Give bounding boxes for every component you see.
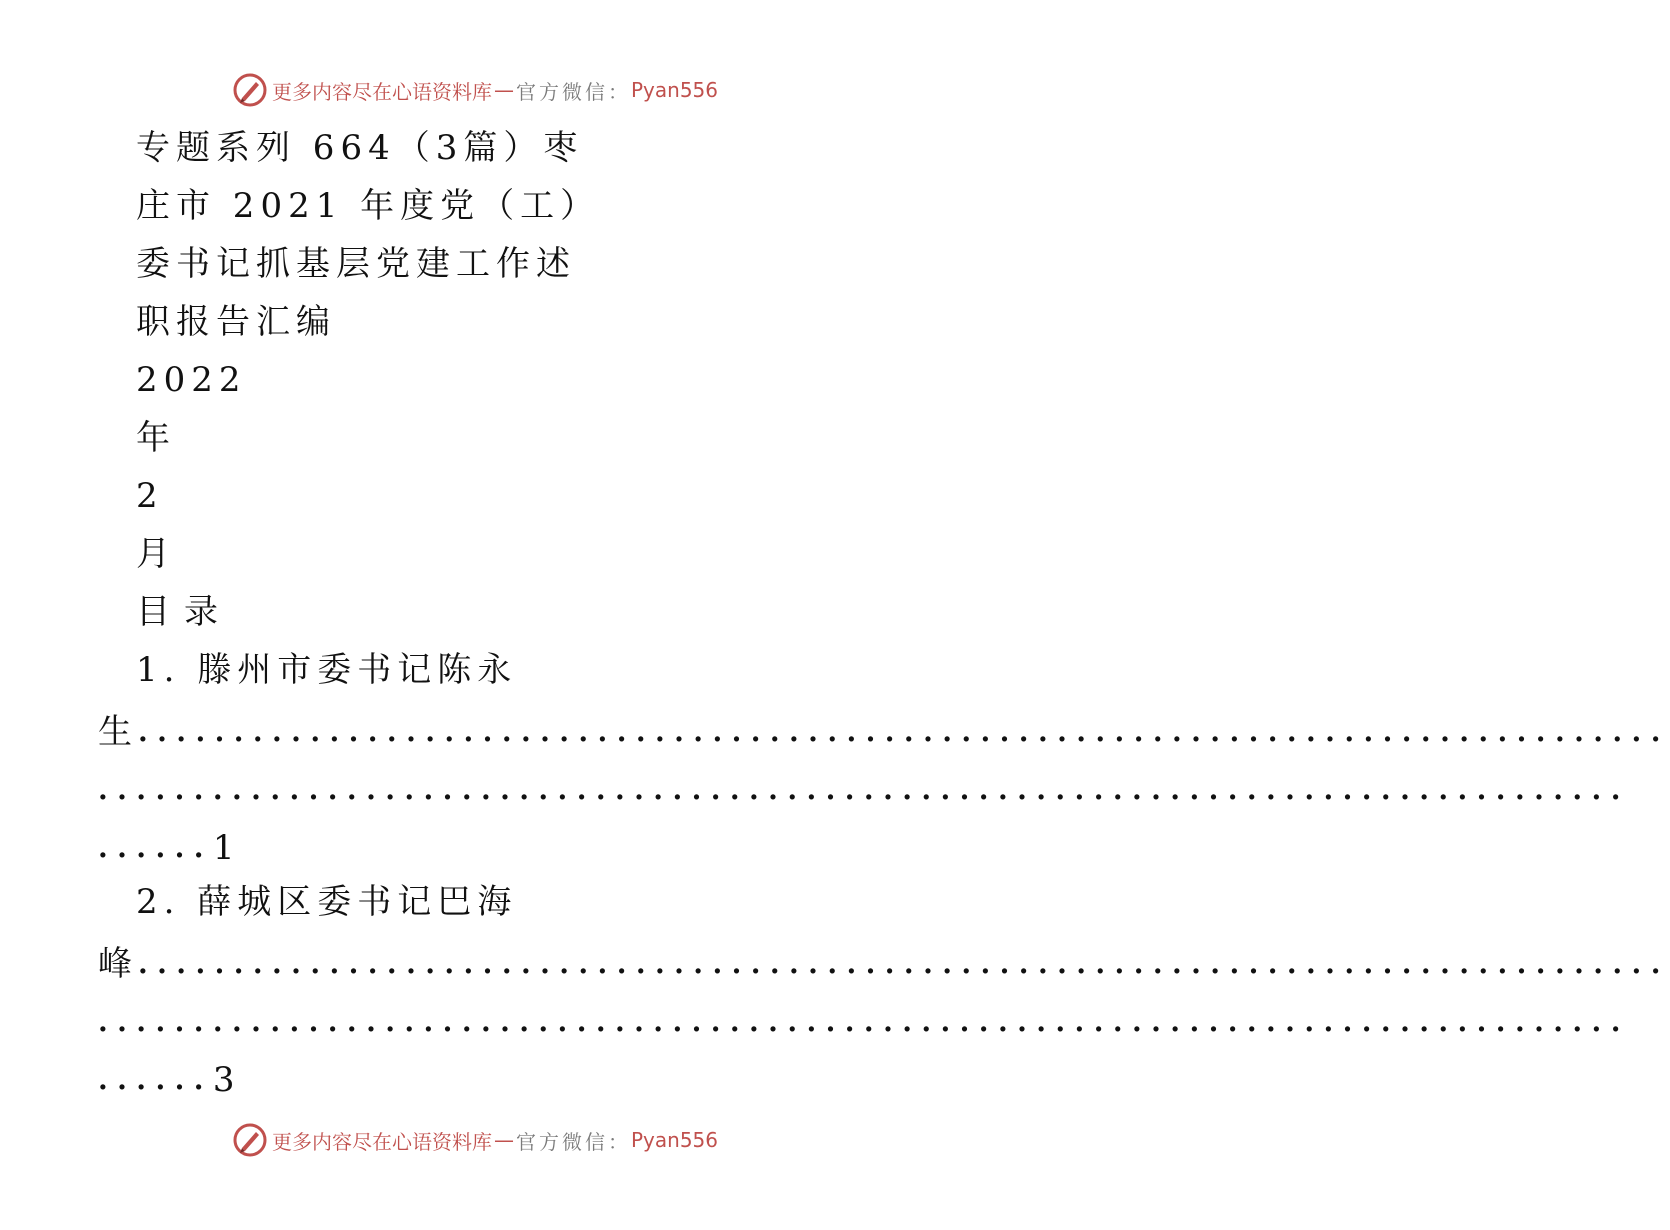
toc-entry-2-tail: [98, 1060, 235, 1100]
toc-entry-2-dots-1: ................................................................................: [138, 947, 1670, 980]
footer-banner: [0, 1120, 950, 1160]
toc-entry-1-leader-row-1: [98, 712, 1670, 752]
toc-entry-1-dots-1: ................................................................................: [138, 715, 1670, 748]
header-banner: [0, 70, 950, 110]
date-month-unit: 月: [136, 534, 176, 574]
banner-handle: Pyan556: [630, 1128, 718, 1152]
banner-dash: —: [493, 1128, 514, 1152]
date-year-unit: 年: [136, 418, 176, 458]
pen-logo-icon: [232, 72, 268, 108]
toc-entry-1-page: 1: [212, 828, 235, 868]
toc-entry-1-leader-row-2: [98, 770, 1630, 810]
toc-entry-1-last-char: 生: [98, 712, 138, 752]
banner-label: 官方微信：: [515, 79, 631, 104]
toc-entry-2-page: 3: [212, 1060, 235, 1100]
banner-dash: —: [493, 78, 514, 102]
banner-brand: 更多内容尽在心语资料库: [271, 1129, 492, 1154]
toc-entry-2-leader-row-2: [98, 1002, 1630, 1042]
title-line-4: 职报告汇编: [136, 302, 336, 342]
title-line-2: 庄市 2021 年度党（工）: [136, 186, 601, 226]
pen-logo-icon: [232, 1122, 268, 1158]
date-month: 2: [136, 476, 164, 516]
toc-heading: 目录: [136, 592, 232, 632]
banner-brand: 更多内容尽在心语资料库: [271, 79, 492, 104]
toc-entry-2-dots-2: ................................................................................: [98, 1005, 1630, 1038]
title-line-3: 委书记抓基层党建工作述: [136, 244, 576, 284]
date-year: 2022: [136, 360, 247, 400]
toc-entry-2-title[interactable]: 2. 薛城区委书记巴海: [136, 882, 518, 922]
toc-entry-2-dots-3: ......: [98, 1063, 213, 1096]
banner-handle: Pyan556: [630, 78, 718, 102]
toc-entry-1-dots-3: ......: [98, 831, 213, 864]
banner-label: 官方微信：: [515, 1129, 631, 1154]
toc-entry-1-dots-2: ................................................................................: [98, 773, 1630, 806]
title-line-1: 专题系列 664（3篇）枣: [136, 128, 584, 168]
toc-entry-1-tail: [98, 828, 235, 868]
toc-entry-1-title[interactable]: 1. 滕州市委书记陈永: [136, 650, 518, 690]
toc-entry-2-leader-row-1: [98, 944, 1670, 984]
toc-entry-2-last-char: 峰: [98, 944, 138, 984]
